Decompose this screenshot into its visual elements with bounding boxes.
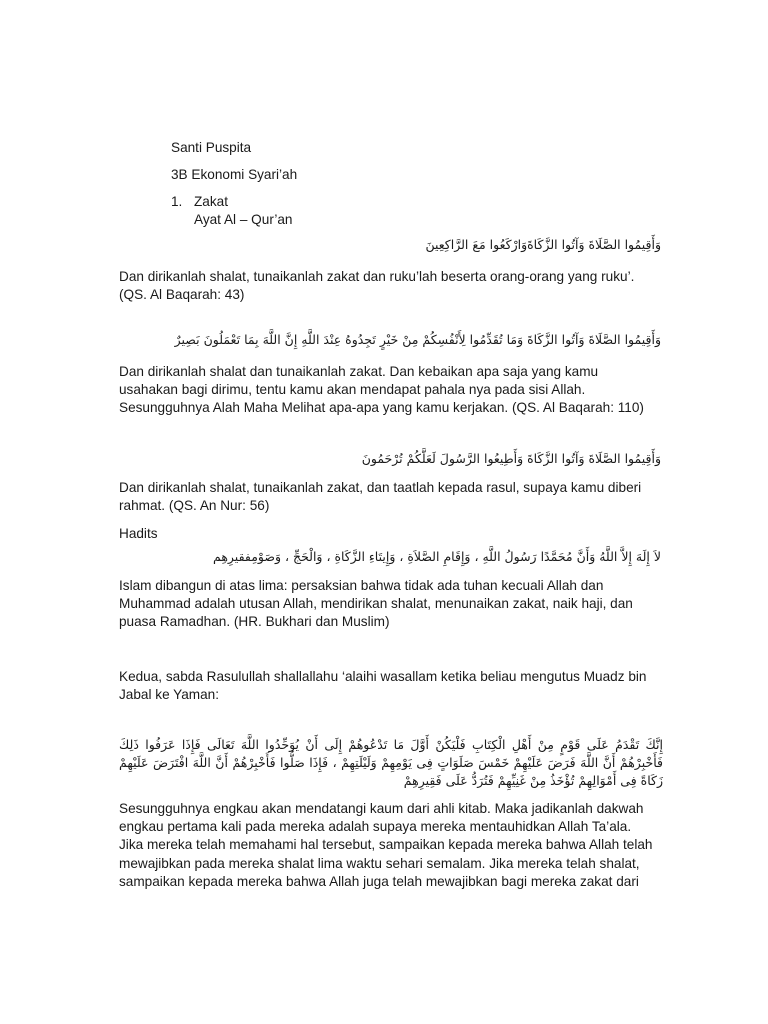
student-class: 3B Ekonomi Syari’ah [171,167,298,182]
verse-3-translation: Dan dirikanlah shalat, tunaikanlah zakat, dan taatlah kepada rasul, supaya kamu diberi rahmat. (QS. An Nur: 56) [119,480,642,514]
second-arabic: إِنَّكَ تَقْدَمُ عَلَى قَوْمٍ مِنْ أَهْلِ الْكِتَابِ فَلْيَكُنْ أَوَّلَ مَا تَدْعُوهُمْ إِلَى أَنْ يُوَحِّدُوا اللَّهَ تَعَالَى فَإِذَا عَرَفُوا ذَلِكَ فَأَخْبِرْهُمْ أَنَّ اللَّهَ فَرَضَ عَلَيْهِمْ خَمْسَ صَلَوَاتٍ فِى يَوْمِهِمْ وَلَيْلَتِهِمْ ، فَإِذَا صَلُّوا فَأَخْبِرْهُمْ أَنَّ اللَّهَ افْتَرَضَ عَلَيْهِمْ زَكَاةً فِى أَمْوَالِهِمْ تُؤْخَذُ مِنْ غَنِيِّهِمْ فَتُرَدُّ عَلَى فَقِيرِهِمْ [119,737,663,788]
section-subtitle: Ayat Al – Qur’an [194,212,293,227]
verse-2-arabic: وَأَقِيمُوا الصَّلَاةَ وَآتُوا الزَّكَاةَ وَمَا تُقَدِّمُوا لِأَنْفُسِكُمْ مِنْ خَيْرٍ تَجِدُوهُ عِنْدَ اللَّهِ إِنَّ اللَّهَ بِمَا تَعْمَلُونَ بَصِيرٌ [174,332,661,347]
verse-3-arabic: وَأَقِيمُوا الصَّلَاةَ وَآتُوا الزَّكَاةَ وَأَطِيعُوا الرَّسُولَ لَعَلَّكُمْ تُرْحَمُونَ [361,451,661,466]
section-heading [171,193,228,211]
second-translation: Sesungguhnya engkau akan mendatangi kaum dari ahli kitab. Maka jadikanlah dakwah engkau pertama kali pada mereka adalah supaya mereka mentauhidkan Allah Ta’ala. Jika mereka telah memahami hal tersebut, sampaikan kepada mereka bahwa Allah telah mewajibkan pada mereka shalat lima waktu sehari semalam. Jika mereka telah shalat, sampaikan kepada mereka bahwa Allah juga telah mewajibkan bagi mereka zakat dari [119,801,653,889]
hadits-arabic: لاَ إِلَهَ إِلاَّ اللَّهُ وَأَنَّ مُحَمَّدًا رَسُولُ اللَّهِ ، وَإِقَامِ الصَّلاَةِ ، وَإِيتَاءِ الزَّكَاةِ ، وَالْحَجِّ ، وَصَوْمِفقيرِهِم [213,549,661,564]
verse-1-arabic: وَأَقِيمُوا الصَّلَاةَ وَآتُوا الزَّكَاةَوَارْكَعُوا مَعَ الرَّاكِعِينَ [425,237,661,252]
hadits-translation: Islam dibangun di atas lima: persaksian bahwa tidak ada tuhan kecuali Allah dan Muhammad adalah utusan Allah, mendirikan shalat, menunaikan zakat, naik haji, dan puasa Ramadhan. (HR. Bukhari dan Muslim) [119,578,633,630]
section-number: 1. [171,194,183,209]
verse-1-translation: Dan dirikanlah shalat, tunaikanlah zakat dan ruku’lah beserta orang-orang yang ruku’. (QS. Al Baqarah: 43) [119,269,635,303]
hadits-heading: Hadits [119,526,158,541]
verse-2-translation: Dan dirikanlah shalat dan tunaikanlah zakat. Dan kebaikan apa saja yang kamu usahakan bagi dirimu, tentu kamu akan mendapat pahala nya pada sisi Allah. Sesungguhnya Alah Maha Melihat apa-apa yang kamu kerjakan. (QS. Al Baqarah: 110) [119,364,644,416]
section-title: Zakat [194,194,228,209]
student-name: Santi Puspita [171,140,252,155]
second-intro: Kedua, sabda Rasulullah shallallahu ‘alaihi wasallam ketika beliau mengutus Muadz bin Jabal ke Yaman: [119,669,647,703]
